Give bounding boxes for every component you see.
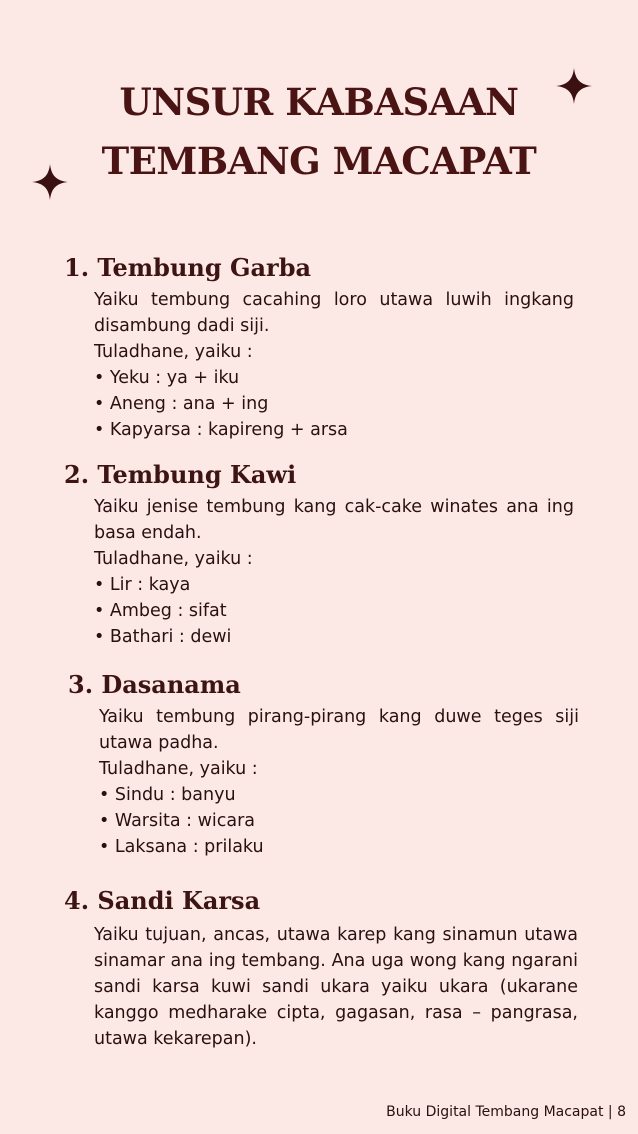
example-item: • Warsita : wicara [99, 811, 256, 831]
section-body [94, 287, 574, 443]
footer-page-label: Buku Digital Tembang Macapat | 8 [386, 1104, 626, 1120]
section-body [99, 704, 579, 860]
section-description: Yaiku tembung pirang-pirang kang duwe teges siji utawa padha. [99, 707, 579, 753]
example-item: • Kapyarsa : kapireng + arsa [94, 420, 348, 440]
example-item: • Aneng : ana + ing [94, 394, 269, 414]
section-body [94, 922, 578, 1052]
sparkle-icon [556, 68, 592, 104]
section-description: Yaiku jenise tembung kang cak-cake winates ana ing basa endah. [94, 497, 574, 543]
example-item: • Sindu : banyu [99, 785, 236, 805]
section-heading: 2. Tembung Kawi [64, 460, 297, 489]
example-item: • Laksana : prilaku [99, 837, 264, 857]
example-label: Tuladhane, yaiku : [94, 342, 253, 362]
section-description: Yaiku tujuan, ancas, utawa karep kang sinamun utawa sinamar ana ing tembang. Ana uga wong kang ngarani sandi karsa kuwi sandi ukara yaiku ukara (ukarane kanggo medharake cipta, gagasan, rasa – pangrasa, utawa kekarepan). [94, 925, 578, 1049]
example-item: • Bathari : dewi [94, 627, 232, 647]
section-description: Yaiku tembung cacahing loro utawa luwih ingkang disambung dadi siji. [94, 290, 574, 336]
example-label: Tuladhane, yaiku : [99, 759, 258, 779]
section-heading: 3. Dasanama [68, 670, 241, 699]
example-item: • Lir : kaya [94, 575, 191, 595]
section-body [94, 494, 574, 650]
example-item: • Yeku : ya + iku [94, 368, 240, 388]
page-title-line-2: TEMBANG MACAPAT [101, 139, 537, 183]
sparkle-icon [32, 164, 68, 200]
page-title-line-1: UNSUR KABASAAN [119, 80, 519, 124]
example-label: Tuladhane, yaiku : [94, 549, 253, 569]
section-heading: 1. Tembung Garba [64, 253, 312, 282]
example-item: • Ambeg : sifat [94, 601, 227, 621]
section-heading: 4. Sandi Karsa [64, 886, 261, 915]
